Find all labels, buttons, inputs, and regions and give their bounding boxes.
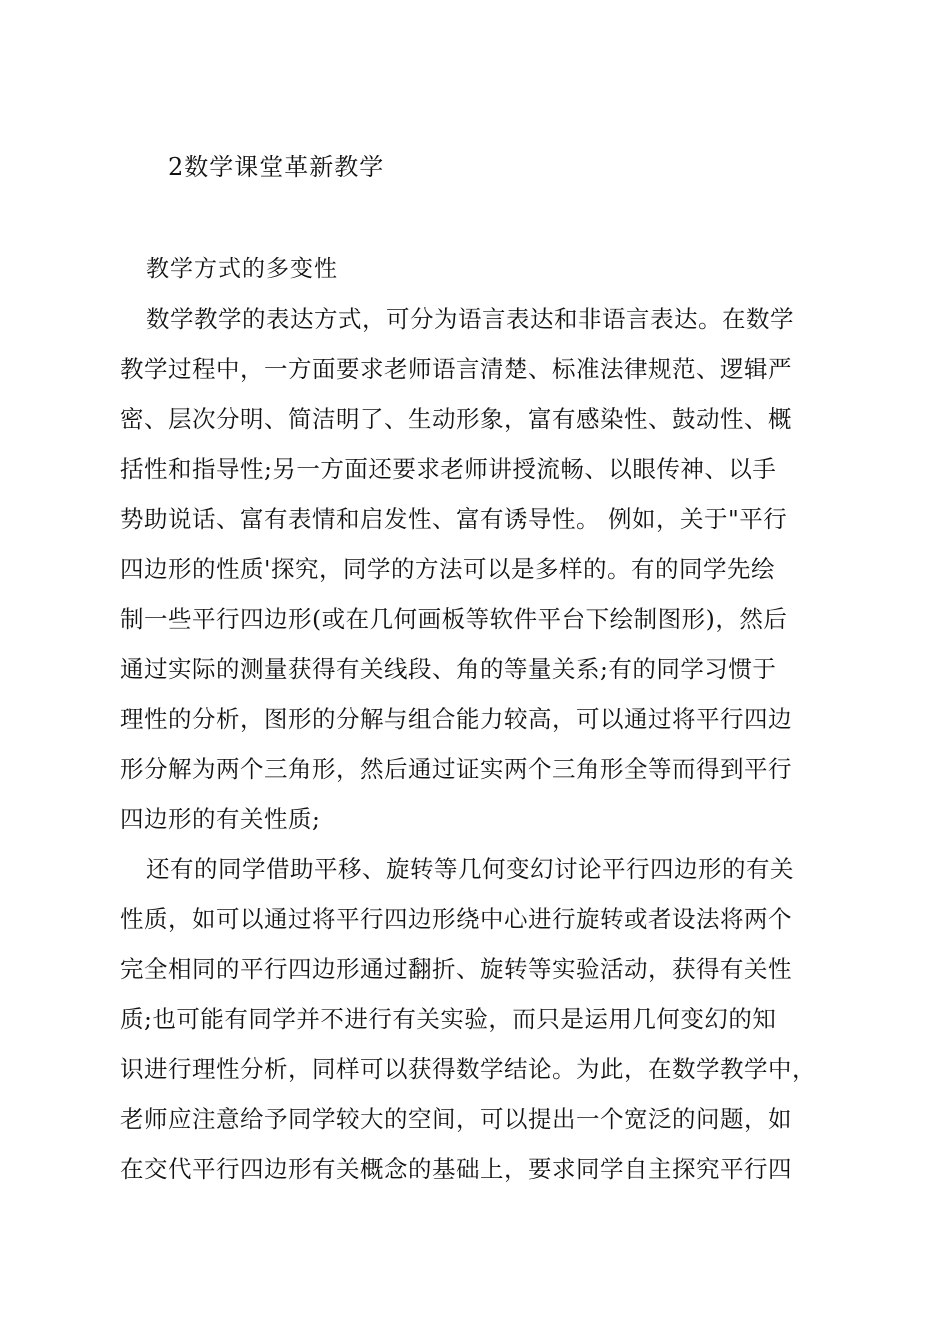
body-line: 理性的分析，图形的分解与组合能力较高，可以通过将平行四边 xyxy=(120,705,792,733)
body-line: 老师应注意给予同学较大的空间，可以提出一个宽泛的问题，如 xyxy=(120,1105,792,1133)
body-line: 括性和指导性;另一方面还要求老师讲授流畅、以眼传神、以手 xyxy=(120,455,777,483)
section-heading: 教学方式的多变性 xyxy=(146,256,338,282)
body-line: 制一些平行四边形(或在几何画板等软件平台下绘制图形)，然后 xyxy=(120,605,788,633)
body-line: 质;也可能有同学并不进行有关实验，而只是运用几何变幻的知 xyxy=(120,1005,777,1033)
body-line: 性质，如可以通过将平行四边形绕中心进行旋转或者设法将两个 xyxy=(120,905,792,933)
body-line: 四边形的性质'探究，同学的方法可以是多样的。有的同学先绘 xyxy=(120,555,775,583)
body-line: 识进行理性分析，同样可以获得数学结论。为此，在数学教学中， xyxy=(120,1055,816,1083)
body-line: 通过实际的测量获得有关线段、角的等量关系;有的同学习惯于 xyxy=(120,655,777,683)
body-line: 势助说话、富有表情和启发性、富有诱导性。 例如，关于"平行 xyxy=(120,505,788,533)
body-line: 教学过程中，一方面要求老师语言清楚、标准法律规范、逻辑严 xyxy=(120,355,792,383)
body-line: 数学教学的表达方式，可分为语言表达和非语言表达。在数学 xyxy=(146,305,794,333)
body-line: 密、层次分明、简洁明了、生动形象，富有感染性、鼓动性、概 xyxy=(120,405,792,433)
body-line: 还有的同学借助平移、旋转等几何变幻讨论平行四边形的有关 xyxy=(146,855,794,883)
body-line: 在交代平行四边形有关概念的基础上，要求同学自主探究平行四 xyxy=(120,1155,792,1183)
body-line: 完全相同的平行四边形通过翻折、旋转等实验活动，获得有关性 xyxy=(120,955,792,983)
document-title: 2数学课堂革新教学 xyxy=(168,153,385,181)
body-line: 四边形的有关性质; xyxy=(120,805,321,833)
body-line: 形分解为两个三角形，然后通过证实两个三角形全等而得到平行 xyxy=(120,755,792,783)
